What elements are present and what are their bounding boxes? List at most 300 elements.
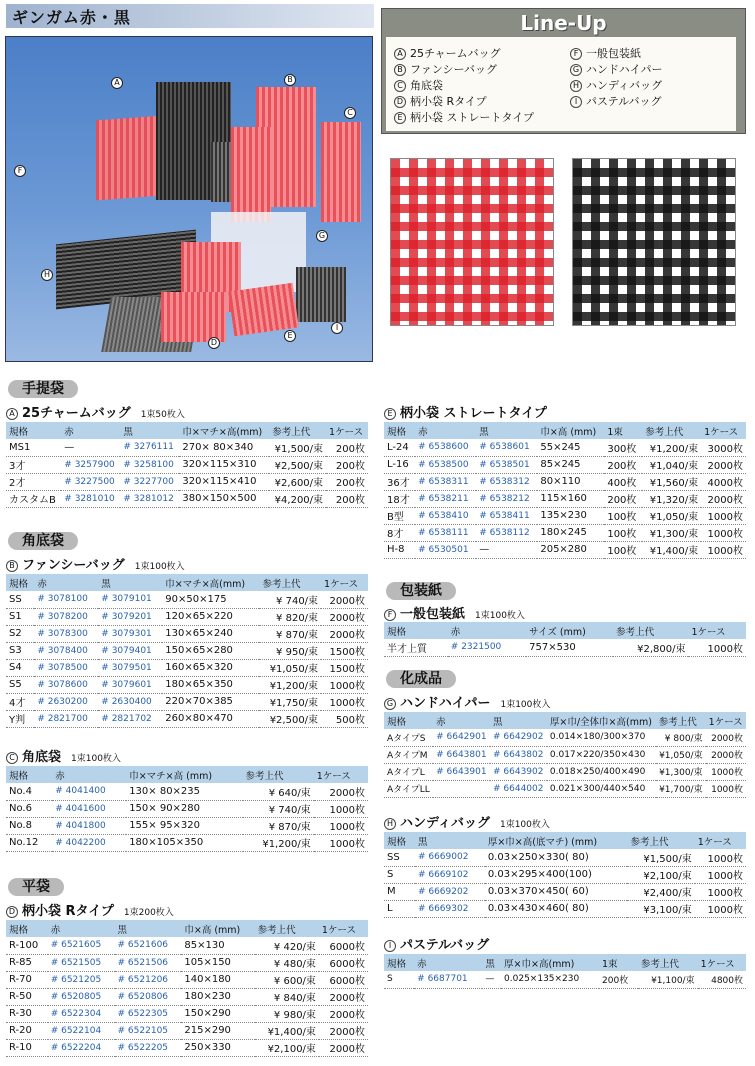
table-cell: 180×65×350 bbox=[162, 676, 259, 693]
lineup-item-i bbox=[570, 93, 661, 109]
table-cell: 1000枚 bbox=[706, 780, 746, 797]
table-cell: AタイプLL bbox=[384, 780, 433, 797]
photo-label-e: E bbox=[284, 330, 296, 342]
table-cell: 320×115×410 bbox=[179, 473, 269, 490]
table-row bbox=[6, 490, 368, 507]
table-cell: AタイプM bbox=[384, 746, 433, 763]
table-cell: ¥1,750/束 bbox=[259, 693, 321, 710]
table-cell: # 6521205 bbox=[48, 971, 115, 988]
table-cell: ¥ 740/束 bbox=[259, 591, 321, 608]
table-cell: 150× 90×280 bbox=[126, 800, 242, 817]
table-cell: # 2821702 bbox=[98, 710, 162, 727]
column-header: 赤 bbox=[61, 422, 120, 439]
table-cell: 105×150 bbox=[181, 954, 254, 971]
column-header: 参考上代 bbox=[255, 920, 319, 937]
table-cell: L-16 bbox=[384, 456, 415, 473]
table-section-e bbox=[384, 422, 746, 559]
table-cell: # 6538601 bbox=[476, 439, 537, 456]
column-header: 厚×巾×高(底マチ) (mm) bbox=[485, 832, 628, 849]
table-header-row bbox=[6, 574, 368, 591]
table-cell: 270× 80×340 bbox=[179, 439, 269, 456]
column-header: 赤 bbox=[52, 766, 126, 783]
table-cell: 160×65×320 bbox=[162, 659, 259, 676]
table-cell: 100枚 bbox=[604, 541, 642, 558]
lineup-mark: B bbox=[394, 64, 406, 76]
table-cell: # 3078200 bbox=[34, 608, 98, 625]
column-header: 参考上代 bbox=[638, 954, 698, 971]
table-row bbox=[384, 849, 746, 866]
section-title: 一般包装紙 bbox=[400, 607, 466, 622]
table-cell: 100枚 bbox=[604, 524, 642, 541]
lineup-item-b bbox=[394, 61, 497, 77]
table-cell: ¥2,400/束 bbox=[627, 883, 694, 900]
section-unit: 1束200枚入 bbox=[123, 908, 174, 918]
table-cell: ¥1,050/束 bbox=[642, 507, 701, 524]
lineup-mark: F bbox=[570, 48, 582, 60]
table-header-row bbox=[384, 422, 746, 439]
table-cell: # 6521505 bbox=[48, 954, 115, 971]
table-header-row bbox=[384, 712, 746, 729]
table-cell: ¥ 480/束 bbox=[255, 954, 319, 971]
table-cell: # 2821700 bbox=[34, 710, 98, 727]
table-cell: ¥1,100/束 bbox=[638, 971, 698, 988]
table-cell: 2000枚 bbox=[706, 746, 746, 763]
table-cell: # 6538111 bbox=[415, 524, 476, 541]
lineup-panel bbox=[381, 8, 746, 134]
table-header-row bbox=[384, 954, 746, 971]
column-header: 赤 bbox=[414, 954, 482, 971]
table-cell: # 6643801 bbox=[433, 746, 490, 763]
table-cell: 0.018×250/400×490 bbox=[547, 763, 656, 780]
lineup-mark: H bbox=[570, 80, 582, 92]
table-row bbox=[6, 439, 368, 456]
table-cell: ¥1,300/束 bbox=[642, 524, 701, 541]
table-cell: 200枚 bbox=[326, 456, 368, 473]
table-cell: 200枚 bbox=[604, 490, 642, 507]
photo-label-a: A bbox=[111, 77, 123, 89]
red-gingham-swatch bbox=[390, 158, 554, 326]
column-header: 規格 bbox=[6, 574, 34, 591]
table-cell: 4000枚 bbox=[701, 473, 746, 490]
table-cell: 2才 bbox=[6, 473, 61, 490]
column-header: 巾×マチ×高(mm) bbox=[162, 574, 259, 591]
table-cell: # 6643901 bbox=[433, 763, 490, 780]
section-unit: 1束100枚入 bbox=[500, 700, 551, 710]
table-cell: 80×110 bbox=[537, 473, 604, 490]
table-cell: 36才 bbox=[384, 473, 415, 490]
bag-e-image bbox=[228, 283, 299, 337]
table-row bbox=[384, 883, 746, 900]
photo-label-f: F bbox=[14, 165, 26, 177]
table-row bbox=[6, 971, 368, 988]
table-cell: B型 bbox=[384, 507, 415, 524]
table-cell: 0.017×220/350×430 bbox=[547, 746, 656, 763]
column-header: 1ケース bbox=[706, 712, 746, 729]
table-cell: # 6520805 bbox=[48, 988, 115, 1005]
table-cell: # 6642902 bbox=[490, 729, 547, 746]
table-cell: 4才 bbox=[6, 693, 34, 710]
table-cell: 2000枚 bbox=[319, 1022, 368, 1039]
section-title: ハンドハイパー bbox=[400, 696, 491, 711]
table-section-b bbox=[6, 574, 368, 728]
table-row bbox=[384, 729, 746, 746]
table-cell: 130×65×240 bbox=[162, 625, 259, 642]
table-cell: 100枚 bbox=[604, 507, 642, 524]
table-cell: 380×150×500 bbox=[179, 490, 269, 507]
section-f-heading bbox=[384, 603, 525, 622]
table-cell: 1000枚 bbox=[695, 866, 746, 883]
column-header: 参考上代 bbox=[269, 422, 326, 439]
table-row bbox=[6, 473, 368, 490]
table-cell: # 6522304 bbox=[48, 1005, 115, 1022]
column-header: 1ケース bbox=[319, 920, 368, 937]
table-cell: # 3079201 bbox=[98, 608, 162, 625]
bag-i-image bbox=[296, 267, 346, 322]
section-title: パステルバッグ bbox=[400, 938, 490, 953]
bag-red-medium-image bbox=[231, 127, 271, 222]
lineup-mark: A bbox=[394, 48, 406, 60]
table-cell: 1000枚 bbox=[321, 693, 368, 710]
table-row bbox=[6, 834, 368, 851]
column-header: 黒 bbox=[115, 920, 182, 937]
table-row bbox=[6, 1005, 368, 1022]
table-row bbox=[384, 507, 746, 524]
table-row bbox=[6, 693, 368, 710]
table-cell: ¥1,700/束 bbox=[656, 780, 706, 797]
table-cell: 180×245 bbox=[537, 524, 604, 541]
table-cell: ¥ 840/束 bbox=[255, 988, 319, 1005]
table-cell: Y判 bbox=[6, 710, 34, 727]
table-cell: 260×80×470 bbox=[162, 710, 259, 727]
table-row bbox=[384, 971, 746, 988]
lineup-item-e bbox=[394, 109, 534, 125]
column-header: 巾×高 (mm) bbox=[181, 920, 254, 937]
section-mark: E bbox=[384, 408, 396, 420]
table-cell: 2000枚 bbox=[314, 783, 368, 800]
lineup-mark: E bbox=[394, 112, 406, 124]
table-cell: 200枚 bbox=[326, 439, 368, 456]
table-cell: # 4041800 bbox=[52, 817, 126, 834]
table-cell: ¥1,040/束 bbox=[642, 456, 701, 473]
section-unit: 1束100枚入 bbox=[475, 611, 525, 621]
table-row bbox=[384, 639, 746, 656]
table-cell: # 6521206 bbox=[115, 971, 182, 988]
table-cell: ¥ 600/束 bbox=[255, 971, 319, 988]
page-title: ギンガム赤・黒 bbox=[6, 4, 374, 28]
table-cell: # 6522204 bbox=[48, 1039, 115, 1056]
table-row bbox=[384, 524, 746, 541]
table-cell: SS bbox=[384, 849, 415, 866]
table-cell: 0.025×135×230 bbox=[501, 971, 599, 988]
table-cell: 1500枚 bbox=[321, 642, 368, 659]
table-cell: # 6538312 bbox=[476, 473, 537, 490]
table-cell: # 4041600 bbox=[52, 800, 126, 817]
table-cell: # 2630400 bbox=[98, 693, 162, 710]
table-cell: 85×245 bbox=[537, 456, 604, 473]
lineup-label: ハンディバッグ bbox=[586, 79, 663, 92]
table-row bbox=[6, 710, 368, 727]
table-cell: MS1 bbox=[6, 439, 61, 456]
table-cell: 150×65×280 bbox=[162, 642, 259, 659]
table-cell: # 3079601 bbox=[98, 676, 162, 693]
column-header: 巾×高 (mm) bbox=[537, 422, 604, 439]
table-cell: # 6643902 bbox=[490, 763, 547, 780]
table-row bbox=[384, 490, 746, 507]
column-header: 厚×巾/全体巾×高(mm) bbox=[547, 712, 656, 729]
table-cell: 18才 bbox=[384, 490, 415, 507]
table-cell: 757×530 bbox=[526, 639, 613, 656]
table-cell: 220×70×385 bbox=[162, 693, 259, 710]
table-cell: 0.03×430×460( 80) bbox=[485, 900, 628, 917]
table-cell: 0.03×250×330( 80) bbox=[485, 849, 628, 866]
lineup-mark: C bbox=[394, 80, 406, 92]
table-cell: # 3281010 bbox=[61, 490, 120, 507]
table-cell: ¥1,200/束 bbox=[243, 834, 314, 851]
section-a-heading bbox=[6, 402, 185, 421]
lineup-item-h bbox=[570, 77, 662, 93]
table-cell: 0.021×300/440×540 bbox=[547, 780, 656, 797]
table-cell: S1 bbox=[6, 608, 34, 625]
table-row bbox=[6, 659, 368, 676]
table-cell: # 3276111 bbox=[120, 439, 179, 456]
table-cell: # 6538500 bbox=[415, 456, 476, 473]
section-mark: B bbox=[6, 560, 18, 572]
table-cell: # 4042200 bbox=[52, 834, 126, 851]
lineup-label: ハンドハイパー bbox=[586, 63, 663, 76]
table-cell: 135×230 bbox=[537, 507, 604, 524]
table-cell: ¥1,050/束 bbox=[259, 659, 321, 676]
table-cell: # 6538112 bbox=[476, 524, 537, 541]
table-cell: # 3227700 bbox=[120, 473, 179, 490]
table-cell: 2000枚 bbox=[706, 729, 746, 746]
table-cell: カスタムB bbox=[6, 490, 61, 507]
column-header: 参考上代 bbox=[656, 712, 706, 729]
table-cell: ¥4,200/束 bbox=[269, 490, 326, 507]
table-cell: ¥3,100/束 bbox=[627, 900, 694, 917]
table-cell: # 6522105 bbox=[115, 1022, 182, 1039]
table-cell: R-100 bbox=[6, 937, 48, 954]
column-header: 規格 bbox=[384, 832, 415, 849]
table-cell: 0.03×370×450( 60) bbox=[485, 883, 628, 900]
column-header: 黒 bbox=[482, 954, 501, 971]
section-mark: F bbox=[384, 609, 396, 621]
table-cell: ¥ 870/束 bbox=[243, 817, 314, 834]
column-header: 1束 bbox=[599, 954, 638, 971]
table-cell: 3才 bbox=[6, 456, 61, 473]
lineup-label: パステルバッグ bbox=[586, 95, 662, 108]
table-cell: — bbox=[61, 439, 120, 456]
lineup-title: Line-Up bbox=[520, 11, 607, 35]
table-cell: # 3078300 bbox=[34, 625, 98, 642]
column-header: 巾×マチ×高(mm) bbox=[179, 422, 269, 439]
table-cell: 1000枚 bbox=[695, 849, 746, 866]
table-cell: No.6 bbox=[6, 800, 52, 817]
column-header: 1ケース bbox=[701, 422, 746, 439]
table-cell: ¥1,320/束 bbox=[642, 490, 701, 507]
table-cell: # 3258100 bbox=[120, 456, 179, 473]
column-header: 赤 bbox=[448, 622, 526, 639]
column-header: 規格 bbox=[6, 920, 48, 937]
table-cell: 180×230 bbox=[181, 988, 254, 1005]
product-photo bbox=[5, 36, 373, 362]
table-cell: 0.014×180/300×370 bbox=[547, 729, 656, 746]
table-row bbox=[384, 473, 746, 490]
table-cell: ¥ 950/束 bbox=[259, 642, 321, 659]
table-cell: # 6521506 bbox=[115, 954, 182, 971]
table-cell: # 3078600 bbox=[34, 676, 98, 693]
table-cell: ¥1,400/束 bbox=[255, 1022, 319, 1039]
table-cell: 130× 80×235 bbox=[126, 783, 242, 800]
table-cell: 90×50×175 bbox=[162, 591, 259, 608]
table-cell: # 6538411 bbox=[476, 507, 537, 524]
table-cell: ¥ 820/束 bbox=[259, 608, 321, 625]
table-cell: — bbox=[482, 971, 501, 988]
table-row bbox=[384, 746, 746, 763]
section-mark: D bbox=[6, 906, 18, 918]
table-cell: 200枚 bbox=[604, 456, 642, 473]
table-cell: # 6530501 bbox=[415, 541, 476, 558]
table-cell: 2000枚 bbox=[319, 1039, 368, 1056]
table-row bbox=[6, 608, 368, 625]
table-row bbox=[6, 1039, 368, 1056]
table-section-d bbox=[6, 920, 368, 1057]
column-header: 1ケース bbox=[326, 422, 368, 439]
section-d-heading bbox=[6, 900, 174, 919]
table-cell: S2 bbox=[6, 625, 34, 642]
table-cell: # 6669102 bbox=[415, 866, 485, 883]
table-cell: 3000枚 bbox=[701, 439, 746, 456]
table-cell: ¥ 740/束 bbox=[243, 800, 314, 817]
column-header: 1ケース bbox=[695, 832, 746, 849]
table-cell: # 6642901 bbox=[433, 729, 490, 746]
section-c-heading bbox=[6, 746, 121, 765]
lineup-label: 一般包装紙 bbox=[586, 47, 641, 60]
section-h-heading bbox=[384, 812, 550, 831]
table-cell: # 6538410 bbox=[415, 507, 476, 524]
column-header: 1ケース bbox=[698, 954, 746, 971]
table-cell: ¥2,500/束 bbox=[269, 456, 326, 473]
table-cell: 320×115×310 bbox=[179, 456, 269, 473]
table-cell: # 6669302 bbox=[415, 900, 485, 917]
section-mark: H bbox=[384, 818, 396, 830]
table-cell: 1000枚 bbox=[701, 541, 746, 558]
table-cell: R-20 bbox=[6, 1022, 48, 1039]
table-section-f bbox=[384, 622, 746, 657]
black-gingham-swatch bbox=[572, 158, 736, 326]
table-section-c bbox=[6, 766, 368, 852]
table-cell: ¥2,500/束 bbox=[259, 710, 321, 727]
table-header-row bbox=[6, 920, 368, 937]
column-header: 黒 bbox=[490, 712, 547, 729]
table-cell: 1000枚 bbox=[321, 676, 368, 693]
section-mark: G bbox=[384, 698, 396, 710]
lineup-mark: I bbox=[570, 96, 582, 108]
table-cell: 1000枚 bbox=[688, 639, 746, 656]
table-cell: 400枚 bbox=[604, 473, 642, 490]
table-cell: ¥1,500/束 bbox=[627, 849, 694, 866]
bag-red-right-image bbox=[321, 122, 361, 222]
table-row bbox=[6, 642, 368, 659]
table-cell: 200枚 bbox=[326, 473, 368, 490]
column-header: 黒 bbox=[476, 422, 537, 439]
table-cell: 6000枚 bbox=[319, 937, 368, 954]
column-header: 規格 bbox=[384, 954, 414, 971]
photo-label-i: I bbox=[331, 322, 343, 334]
column-header: 赤 bbox=[34, 574, 98, 591]
column-header: サイズ (mm) bbox=[526, 622, 613, 639]
table-row bbox=[6, 937, 368, 954]
table-cell: ¥1,200/束 bbox=[259, 676, 321, 693]
table-cell: # 4041400 bbox=[52, 783, 126, 800]
photo-label-b: B bbox=[284, 74, 296, 86]
table-cell: # 6521605 bbox=[48, 937, 115, 954]
table-section-a bbox=[6, 422, 368, 508]
table-cell: 140×180 bbox=[181, 971, 254, 988]
table-cell: # 3257900 bbox=[61, 456, 120, 473]
table-cell: # 3079401 bbox=[98, 642, 162, 659]
table-cell: # 3079501 bbox=[98, 659, 162, 676]
table-cell: 8才 bbox=[384, 524, 415, 541]
lineup-mark: G bbox=[570, 64, 582, 76]
column-header: 赤 bbox=[433, 712, 490, 729]
table-cell: # 6644002 bbox=[490, 780, 547, 797]
table-cell: ¥ 980/束 bbox=[255, 1005, 319, 1022]
table-cell: 300枚 bbox=[604, 439, 642, 456]
table-cell: 2000枚 bbox=[319, 1005, 368, 1022]
table-cell: # 6538211 bbox=[415, 490, 476, 507]
table-cell: 1000枚 bbox=[701, 524, 746, 541]
column-header: 赤 bbox=[415, 422, 476, 439]
table-cell: 85×130 bbox=[181, 937, 254, 954]
table-cell: 155× 95×320 bbox=[126, 817, 242, 834]
column-header: 規格 bbox=[384, 712, 433, 729]
column-header: 参考上代 bbox=[627, 832, 694, 849]
table-cell: # 6522205 bbox=[115, 1039, 182, 1056]
column-header: 1ケース bbox=[321, 574, 368, 591]
table-cell: S4 bbox=[6, 659, 34, 676]
table-cell: # 6522305 bbox=[115, 1005, 182, 1022]
section-unit: 1束100枚入 bbox=[71, 754, 121, 764]
table-cell: L bbox=[384, 900, 415, 917]
table-cell: AタイプS bbox=[384, 729, 433, 746]
lineup-label: 柄小袋 ストレートタイプ bbox=[410, 111, 534, 124]
table-cell: ¥2,600/束 bbox=[269, 473, 326, 490]
table-row bbox=[6, 988, 368, 1005]
table-cell: # 6687701 bbox=[414, 971, 482, 988]
table-cell: # 3227500 bbox=[61, 473, 120, 490]
table-cell: R-10 bbox=[6, 1039, 48, 1056]
table-cell: M bbox=[384, 883, 415, 900]
category-hirabukuro: 平袋 bbox=[8, 878, 64, 896]
table-cell: # 3079301 bbox=[98, 625, 162, 642]
table-cell bbox=[433, 780, 490, 797]
table-cell: L-24 bbox=[384, 439, 415, 456]
table-row bbox=[384, 866, 746, 883]
table-cell: # 6521606 bbox=[115, 937, 182, 954]
section-title: 柄小袋 Rタイプ bbox=[22, 904, 114, 919]
lineup-mark: D bbox=[394, 96, 406, 108]
table-cell: SS bbox=[6, 591, 34, 608]
table-cell: ¥1,300/束 bbox=[656, 763, 706, 780]
lineup-item-c bbox=[394, 77, 443, 93]
table-cell: 200枚 bbox=[599, 971, 638, 988]
table-section-g bbox=[384, 712, 746, 798]
table-cell: 1500枚 bbox=[321, 659, 368, 676]
table-row bbox=[384, 763, 746, 780]
bag-d2-image bbox=[161, 292, 226, 342]
table-cell: 115×160 bbox=[537, 490, 604, 507]
table-header-row bbox=[6, 766, 368, 783]
